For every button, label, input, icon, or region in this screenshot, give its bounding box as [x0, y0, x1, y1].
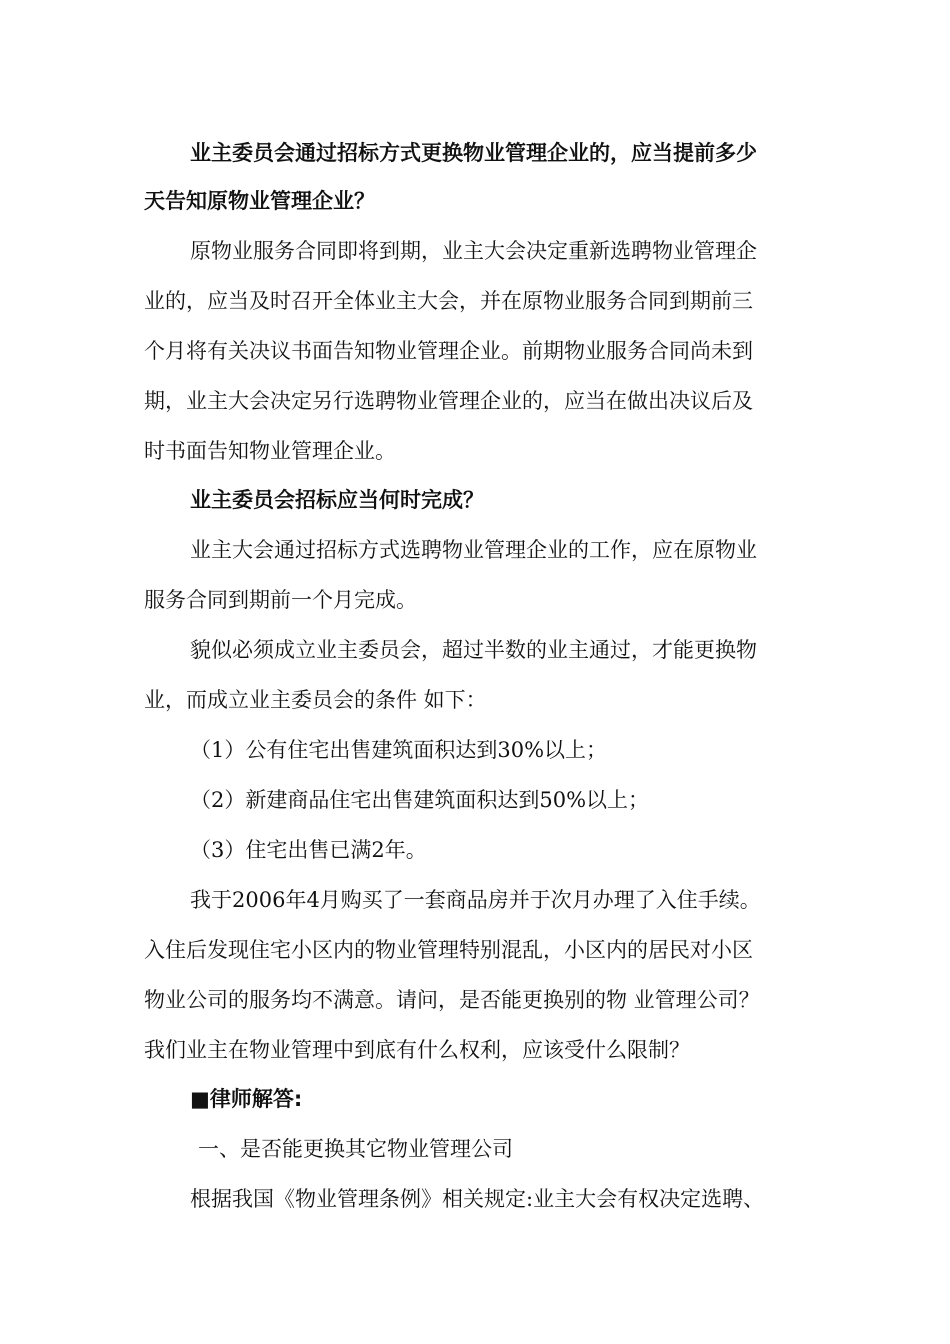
- condition-item-3: （3）住宅出售已满2年。: [190, 838, 427, 862]
- answer-2-line-2: 服务合同到期前一个月完成。: [144, 588, 417, 612]
- lawyer-answer-heading: ■律师解答:: [190, 1087, 303, 1111]
- condition-item-2: （2）新建商品住宅出售建筑面积达到50%以上；: [190, 788, 650, 812]
- answer-1-line-1: 原物业服务合同即将到期，业主大会决定重新选聘物业管理企: [190, 239, 757, 263]
- case-line-3: 物业公司的服务均不满意。请问，是否能更换别的物 业管理公司？: [144, 988, 760, 1012]
- question-2-heading: 业主委员会招标应当何时完成？: [190, 488, 484, 512]
- note-line-1: 貌似必须成立业主委员会，超过半数的业主通过，才能更换物: [190, 638, 757, 662]
- condition-item-1: （1）公有住宅出售建筑面积达到30%以上；: [190, 738, 608, 762]
- answer-1-line-2: 业的，应当及时召开全体业主大会，并在原物业服务合同到期前三: [144, 289, 753, 313]
- answer-1-line-3: 个月将有关决议书面告知物业管理企业。前期物业服务合同尚未到: [144, 339, 753, 363]
- section-1-heading: 一、是否能更换其它物业管理公司: [198, 1137, 513, 1161]
- question-1-heading-line-2: 天告知原物业管理企业？: [144, 189, 375, 213]
- case-line-4: 我们业主在物业管理中到底有什么权利，应该受什么限制？: [144, 1038, 690, 1062]
- regulation-line-1: 根据我国《物业管理条例》相关规定:业主大会有权决定选聘、: [190, 1187, 765, 1211]
- case-line-1: 我于2006年4月购买了一套商品房并于次月办理了入住手续。: [190, 888, 761, 912]
- question-1-heading-line-1: 业主委员会通过招标方式更换物业管理企业的，应当提前多少: [190, 141, 757, 165]
- note-line-2: 业，而成立业主委员会的条件 如下：: [144, 688, 487, 712]
- answer-1-line-5: 时书面告知物业管理企业。: [144, 439, 396, 463]
- answer-1-line-4: 期，业主大会决定另行选聘物业管理企业的，应当在做出决议后及: [144, 389, 753, 413]
- answer-2-line-1: 业主大会通过招标方式选聘物业管理企业的工作，应在原物业: [190, 538, 757, 562]
- case-line-2: 入住后发现住宅小区内的物业管理特别混乱，小区内的居民对小区: [144, 938, 753, 962]
